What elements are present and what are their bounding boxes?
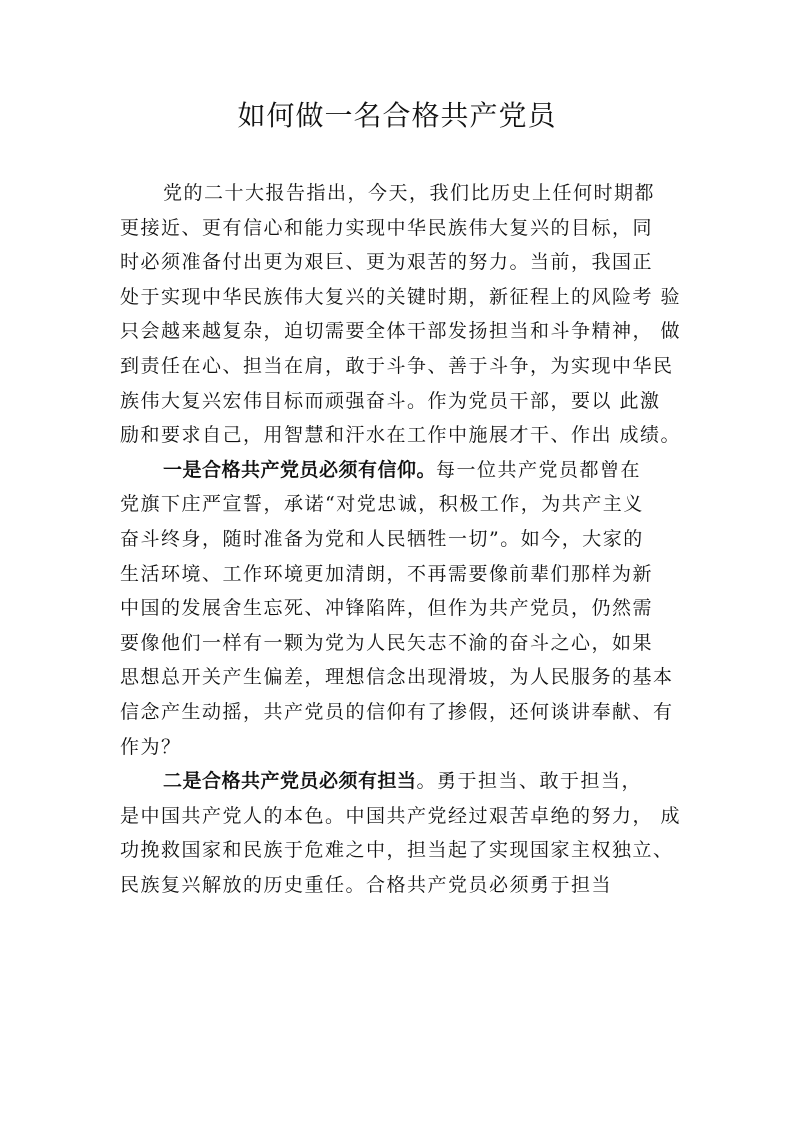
paragraph-line: 思想总开关产生偏差，理想信念出现滑坡，为人民服务的基本	[120, 666, 674, 689]
paragraph-line: 功挽救国家和民族于危难之中，担当起了实现国家主权独立、	[120, 839, 674, 862]
paragraph-line: 处于实现中华民族伟大复兴的关键时期，新征程上的风险考 验	[120, 285, 682, 308]
paragraph-line	[120, 764, 680, 799]
paragraph-line: 到责任在心、担当在肩，敢于斗争、善于斗争，为实现中华民	[120, 354, 674, 377]
paragraph-line: 族伟大复兴宏伟目标而顽强奋斗。作为党员干部，要以 此激	[120, 389, 661, 412]
paragraph-line: 要像他们一样有一颗为党为人民矢志不渝的奋斗之心，如果	[120, 631, 654, 654]
document-body	[120, 176, 680, 902]
paragraph-line: 信念产生动摇，共产党员的信仰有了掺假，还何谈讲奉献、有	[120, 700, 674, 723]
paragraph-line: 只会越来越复杂，迫切需要全体干部发扬担当和斗争精神， 做	[120, 320, 682, 343]
paragraph-line: 时必须准备付出更为艰巨、更为艰苦的努力。当前，我国正	[120, 251, 654, 274]
paragraph-line: 更接近、更有信心和能力实现中华民族伟大复兴的目标，同	[120, 216, 654, 239]
paragraph-line: 党旗下庄严宣誓，承诺“对党忠诚，积极工作，为共产主义	[120, 493, 644, 516]
document-title: 如何做一名合格共产党员	[237, 99, 557, 132]
paragraph-line: 生活环境、工作环境更加清朗，不再需要像前辈们那样为新	[120, 562, 654, 585]
paragraph-text: 。勇于担当、敢于担当，	[416, 770, 643, 793]
paragraph-line: 民族复兴解放的历史重任。合格共产党员必须勇于担当	[120, 873, 613, 896]
paragraph-line: 奋斗终身，随时准备为党和人民牺牲一切”。如今，大家的	[120, 527, 644, 550]
paragraph-text: 每一位共产党员都曾在	[436, 458, 642, 481]
paragraph-line: 中国的发展舍生忘死、冲锋陷阵，但作为共产党员，仍然需	[120, 597, 654, 620]
paragraph-line: 作为？	[120, 735, 182, 758]
paragraph-line: 是中国共产党人的本色。中国共产党经过艰苦卓绝的努力， 成	[120, 804, 682, 827]
section-heading: 二是合格共产党员必须有担当	[163, 770, 417, 793]
paragraph-line: 励和要求自己，用智慧和汗水在工作中施展才干、作出 成绩。	[120, 424, 682, 447]
paragraph-line	[120, 453, 680, 488]
paragraph-line: 党的二十大报告指出，今天，我们比历史上任何时期都	[163, 182, 656, 204]
section-heading: 一是合格共产党员必须有信仰。	[163, 458, 437, 481]
